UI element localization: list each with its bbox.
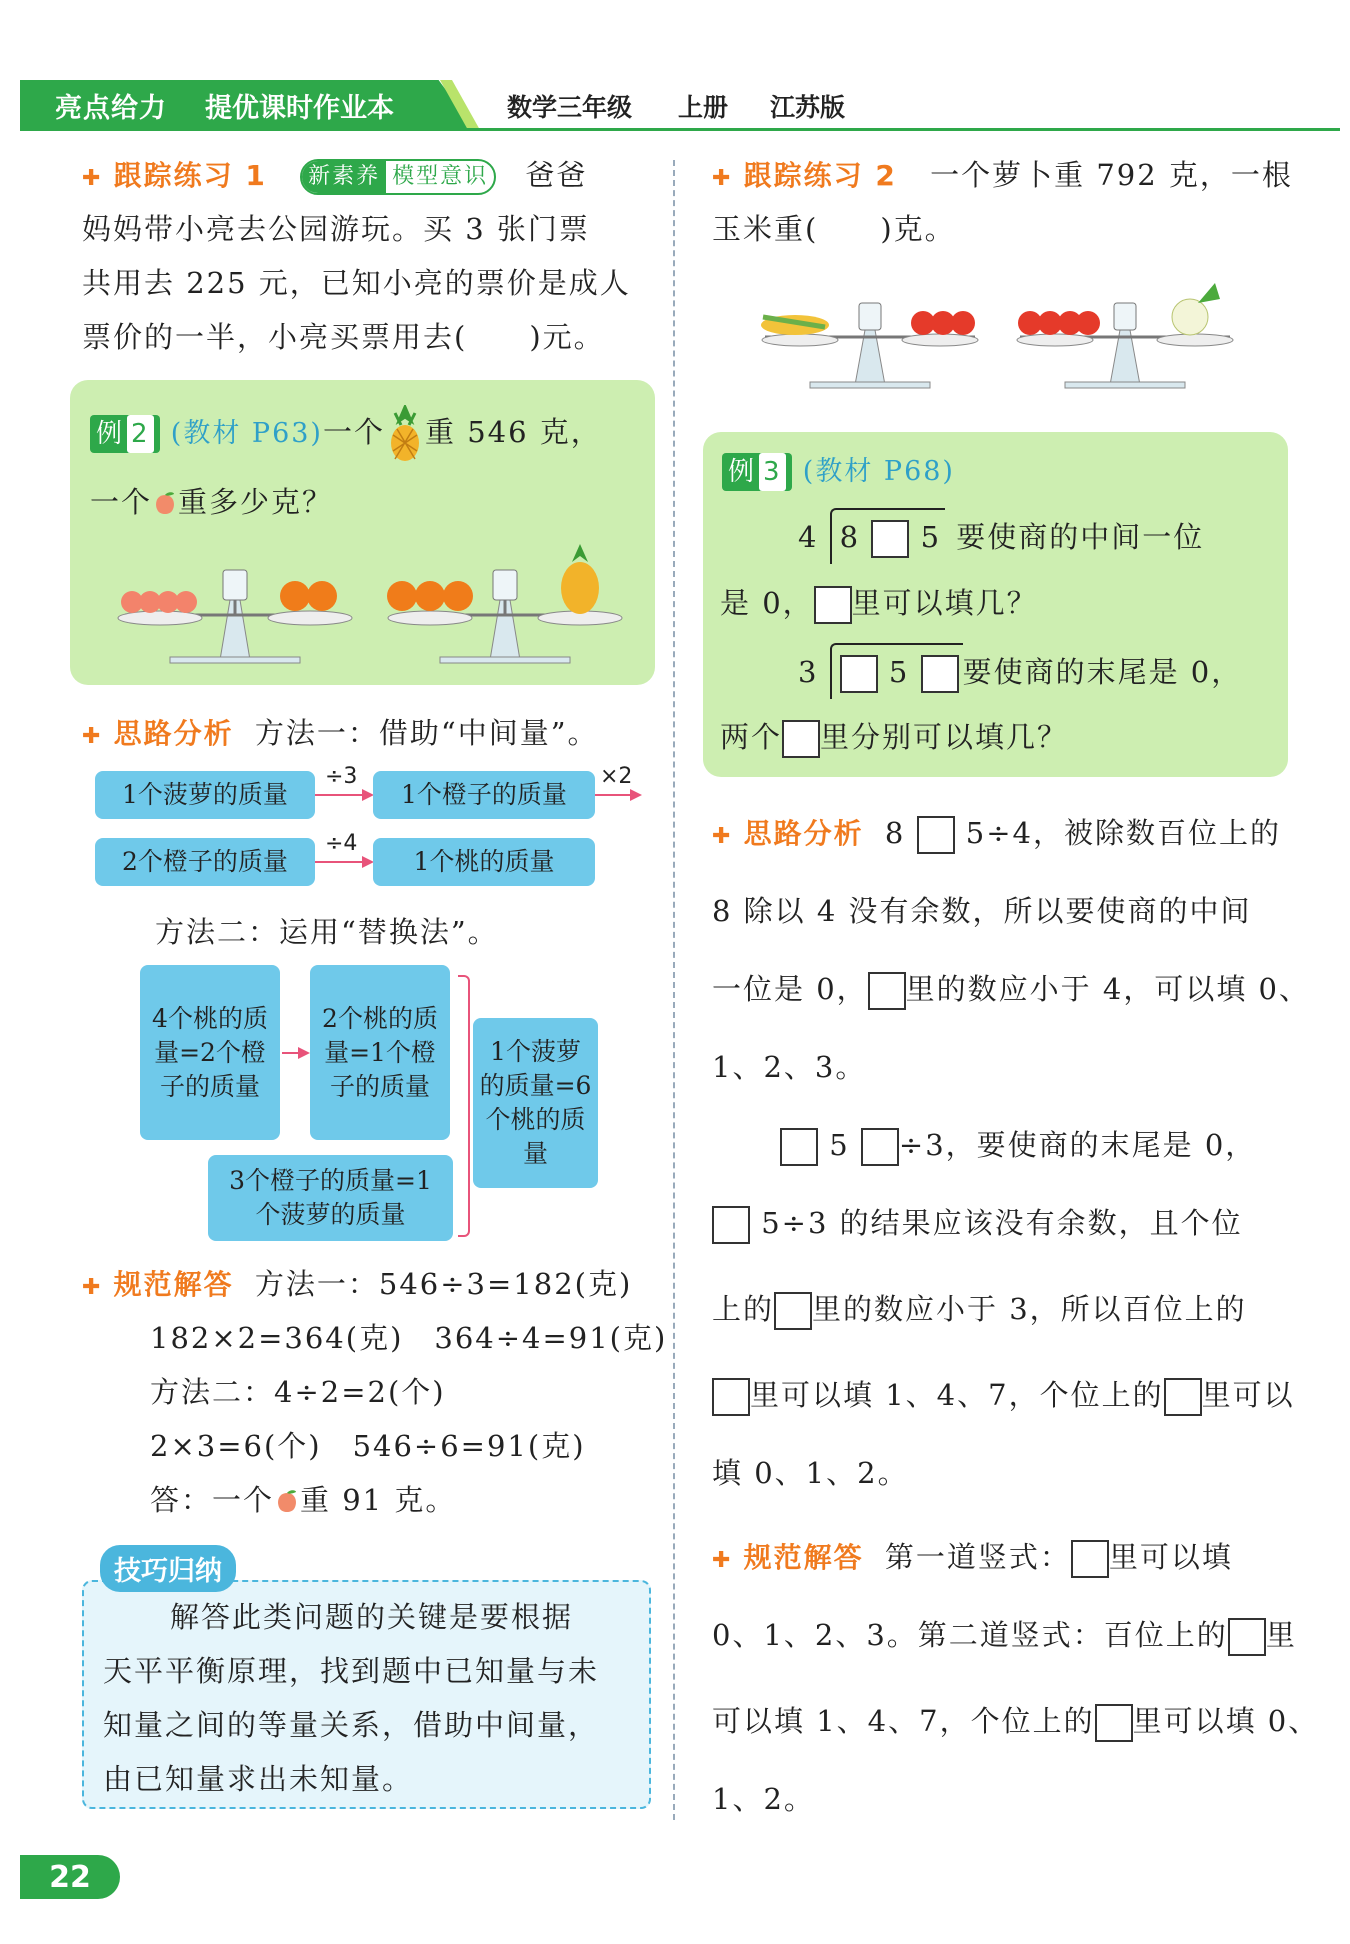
analysis-2-line-1 — [712, 806, 1281, 864]
answer-heading — [82, 1257, 632, 1315]
analysis-text: 上的 — [712, 1292, 775, 1326]
analysis-2-line-5 — [780, 1118, 1256, 1172]
practice-1-line-4: 票价的一半，小亮买票用去( )元。 — [82, 320, 605, 354]
tip-line-3: 知量之间的等量关系，借助中间量， — [103, 1708, 600, 1742]
answer-2-line-3 — [712, 1694, 1319, 1748]
division-2 — [798, 643, 1242, 699]
answer-text-b: 重 91 克。 — [300, 1483, 457, 1517]
example-tag — [90, 415, 160, 453]
example-tag-label: 例 — [96, 419, 125, 449]
tip-line-1: 解答此类问题的关键是要根据 — [170, 1600, 574, 1634]
question-2-line-2 — [720, 710, 1068, 764]
method-2-text: 方法二：运用“替换法”。 — [155, 915, 499, 949]
plus-icon: ✚ — [82, 166, 103, 191]
blank-box — [840, 655, 878, 693]
answer-text: 里可以填 — [1108, 1540, 1233, 1574]
badge-new-literacy: 新素养 — [302, 161, 386, 193]
analysis-text: 5÷3 的结果应该没有余数，且个位 — [761, 1206, 1243, 1240]
blank-box — [782, 720, 820, 758]
digit: 8 — [839, 520, 861, 554]
tip-label: 技巧归纳 — [100, 1545, 236, 1592]
answer-line-3: 方法二：4÷2=2(个) — [150, 1375, 446, 1409]
answer-2-line-1 — [712, 1530, 1233, 1588]
relation-two-peaches: 2个桃的质量=1个橙子的质量 — [310, 965, 450, 1140]
analysis-text: 里的数应小于 4，可以填 0、 — [905, 972, 1311, 1006]
header-rule — [20, 128, 1340, 131]
relation-peaches-oranges: 4个桃的质量=2个橙子的质量 — [140, 965, 280, 1140]
analysis-2-line-9: 填 0、1、2。 — [712, 1456, 909, 1490]
analysis-2-line-8 — [712, 1368, 1295, 1422]
example-tag-label: 例 — [728, 457, 757, 487]
plus-icon: ✚ — [82, 724, 103, 749]
example-number: 3 — [759, 453, 786, 491]
example-tag — [722, 453, 792, 491]
tip-line-2: 天平平衡原理，找到题中已知量与未 — [103, 1654, 600, 1688]
analysis-text: 里的数应小于 3，所以百位上的 — [812, 1292, 1247, 1326]
scale-peaches-oranges — [118, 570, 352, 663]
page-number: 22 — [20, 1855, 120, 1899]
practice-1-line-1 — [82, 148, 587, 206]
textbook-ref: (教材 P63) — [170, 418, 323, 449]
blank-box — [1228, 1618, 1266, 1656]
analysis-text: 里可以填 1、4、7，个位上的 — [750, 1378, 1164, 1412]
answer-text: 里可以填 0、 — [1132, 1704, 1320, 1738]
flow-box-orange: 1个橙子的质量 — [373, 771, 595, 819]
analysis-text: 一位是 0， — [712, 972, 868, 1006]
answer-label: 规范解答 — [743, 1541, 864, 1574]
practice-2-text-1: 一个萝卜重 792 克，一根 — [930, 158, 1293, 192]
blank-box — [917, 816, 955, 854]
bracket — [458, 975, 470, 1237]
question-1-text-c: 里可以填几？ — [851, 586, 1038, 620]
plus-icon: ✚ — [712, 824, 733, 849]
division-1 — [798, 508, 1204, 564]
analysis-2-line-6 — [712, 1196, 1243, 1250]
practice-1-text: 爸爸 — [525, 158, 588, 192]
header-volume: 上册 — [678, 93, 729, 122]
answer-text: 0、1、2、3。第二道竖式：百位上的 — [712, 1618, 1228, 1652]
blank-box — [712, 1378, 750, 1416]
op-divide-3: ÷3 — [325, 764, 358, 789]
plus-icon: ✚ — [82, 1275, 103, 1300]
answer-label: 规范解答 — [113, 1268, 234, 1301]
plus-icon: ✚ — [712, 1548, 733, 1573]
arrow-head-icon — [298, 1047, 310, 1059]
method-1-text: 方法一：借助“中间量”。 — [254, 716, 599, 750]
practice-1-line-2: 妈妈带小亮去公园游玩。买 3 张门票 — [82, 212, 590, 246]
header-subject: 数学三年级 — [507, 93, 633, 122]
column-divider — [673, 160, 675, 1820]
blank-box — [712, 1206, 750, 1244]
example-2-text-d: 重多少克？ — [178, 485, 334, 519]
divisor: 4 — [798, 520, 819, 554]
op-times-2: ×2 — [600, 764, 633, 789]
textbook-ref: (教材 P68) — [802, 456, 955, 487]
scale-tomatoes-radish — [1017, 283, 1233, 388]
plus-icon: ✚ — [712, 166, 733, 191]
answer-text: 里 — [1265, 1618, 1297, 1652]
blank-box — [814, 586, 852, 624]
answer-text: 第一道竖式： — [884, 1540, 1071, 1574]
op-divide-4: ÷4 — [325, 831, 358, 856]
answer-line-2: 182×2=364(克) 364÷4=91(克) — [150, 1321, 668, 1355]
dividend — [830, 508, 945, 564]
literacy-badge — [300, 159, 496, 195]
example-2-line-1 — [90, 405, 602, 463]
answer-line-1: 方法一：546÷3=182(克) — [254, 1267, 633, 1301]
blank-box — [921, 655, 959, 693]
analysis-text: 里可以 — [1201, 1378, 1295, 1412]
analysis-text: 5 — [829, 1128, 850, 1162]
answer-line-4: 2×3=6(个) 546÷6=91(克) — [150, 1429, 586, 1463]
answer-2-line-2 — [712, 1608, 1297, 1662]
header-series: 提优课时作业本 — [205, 93, 394, 124]
analysis-text: 8 — [884, 816, 906, 850]
analysis-2-line-3 — [712, 962, 1310, 1016]
dividend — [830, 643, 963, 699]
blank-box — [1164, 1378, 1202, 1416]
example-2-text-b: 重 546 克， — [424, 415, 602, 449]
practice-2-label: 跟踪练习 2 — [743, 159, 897, 192]
practice-2-line-1 — [712, 148, 1293, 206]
arrow-line — [315, 794, 367, 796]
corn-radish-scales-illustration — [755, 275, 1255, 390]
flow-box-two-oranges: 2个橙子的质量 — [95, 838, 315, 886]
analysis-heading — [82, 706, 599, 764]
badge-model-awareness: 模型意识 — [392, 164, 489, 189]
example-2-line-2 — [90, 475, 333, 529]
peach-icon — [152, 491, 178, 517]
answer-2-line-4: 1、2。 — [712, 1782, 815, 1816]
analysis-2-line-4: 1、2、3。 — [712, 1050, 867, 1084]
analysis-label: 思路分析 — [113, 717, 234, 750]
analysis-2-line-7 — [712, 1282, 1247, 1336]
flow-box-peach: 1个桃的质量 — [373, 838, 595, 886]
header-edition: 江苏版 — [770, 93, 846, 122]
example-2-text-c: 一个 — [90, 485, 153, 519]
answer-line-5 — [150, 1473, 456, 1527]
arrow-line — [315, 861, 367, 863]
blank-box — [774, 1292, 812, 1330]
flow-box-pineapple: 1个菠萝的质量 — [95, 771, 315, 819]
blank-box — [868, 972, 906, 1010]
answer-text-a: 答：一个 — [150, 1483, 275, 1517]
tip-line-4: 由已知量求出未知量。 — [103, 1762, 414, 1796]
scale-oranges-pineapple — [387, 544, 622, 663]
example-2-text-a: 一个 — [322, 415, 385, 449]
practice-1-label: 跟踪练习 1 — [113, 159, 267, 192]
divisor: 3 — [798, 655, 819, 689]
question-2-text: 要使商的末尾是 0， — [962, 655, 1243, 689]
question-2-text-c: 里分别可以填几？ — [820, 720, 1069, 754]
analysis-text: 5÷4，被除数百位上的 — [965, 816, 1281, 850]
blank-box — [861, 1128, 899, 1166]
practice-1-line-3: 共用去 225 元，已知小亮的票价是成人 — [82, 266, 631, 300]
header-brand: 亮点给力 — [55, 93, 167, 124]
blank-box — [780, 1128, 818, 1166]
relation-result: 1个菠萝的质量=6个桃的质量 — [473, 1018, 598, 1188]
balance-scales-illustration — [110, 540, 630, 665]
blank-box — [1071, 1540, 1109, 1578]
analysis-label: 思路分析 — [743, 817, 864, 850]
question-2-text-b: 两个 — [720, 720, 783, 754]
blank-box — [1095, 1704, 1133, 1742]
question-1-text-b: 是 0， — [720, 586, 814, 620]
question-1-text: 要使商的中间一位 — [956, 520, 1205, 554]
arrow-line — [595, 794, 633, 796]
analysis-2-line-2: 8 除以 4 没有余数，所以要使商的中间 — [712, 894, 1252, 928]
digit: 5 — [888, 655, 910, 689]
arrow-head-icon — [630, 789, 642, 801]
example-number: 2 — [127, 415, 154, 453]
relation-oranges-pineapple: 3个橙子的质量=1个菠萝的质量 — [208, 1155, 453, 1241]
practice-2-line-2: 玉米重( )克。 — [712, 212, 956, 246]
answer-text: 可以填 1、4、7，个位上的 — [712, 1704, 1095, 1738]
pineapple-icon — [385, 405, 425, 463]
scale-corn-tomatoes — [761, 303, 978, 388]
peach-icon — [274, 1489, 300, 1515]
question-1-line-2 — [720, 576, 1038, 630]
analysis-text: ÷3，要使商的末尾是 0， — [898, 1128, 1257, 1162]
blank-box — [871, 520, 909, 558]
digit: 5 — [920, 520, 942, 554]
example-3-heading — [722, 443, 955, 499]
